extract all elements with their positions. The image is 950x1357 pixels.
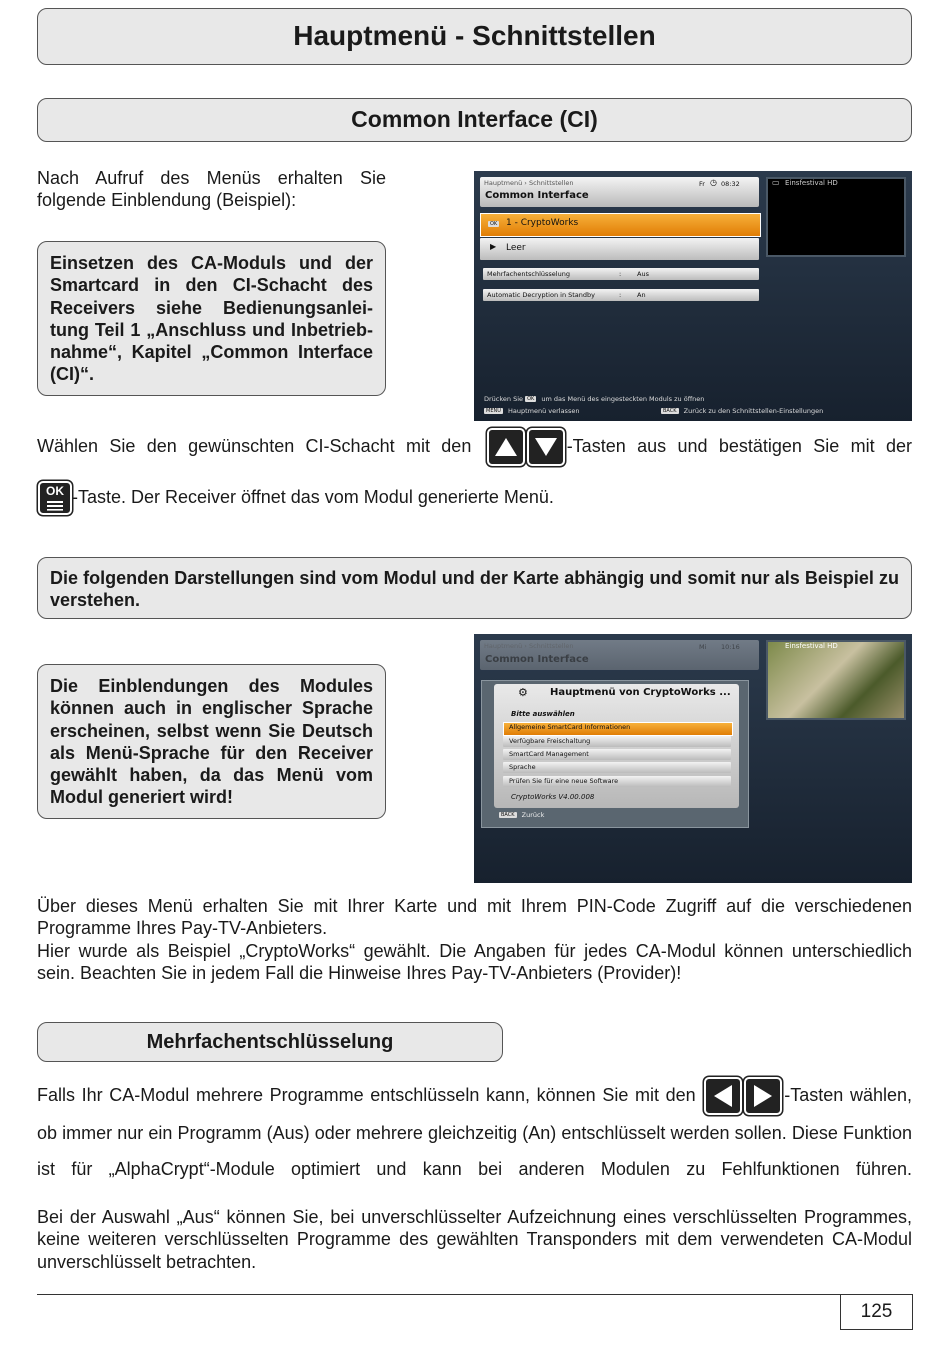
menu-label: Hauptmenü verlassen — [507, 407, 580, 415]
module-version: CryptoWorks V4.00.008 — [511, 793, 595, 801]
channel-name: Einsfestival HD — [785, 642, 838, 650]
page-number — [840, 1294, 913, 1330]
page-title: Hauptmenü - Schnittstellen — [293, 20, 656, 51]
ok-text: -Taste. Der Receiver öffnet das vom Modul generierte Menü. — [72, 487, 554, 507]
arrow-up-key-icon — [487, 428, 525, 466]
ok-key-icon — [38, 481, 72, 515]
setting-value: Aus — [637, 270, 649, 278]
channel-preview — [766, 177, 906, 257]
page-title-box — [37, 8, 912, 65]
select-instruction — [37, 426, 912, 466]
multi-text: Falls Ihr CA-Modul mehrere Programme entschlüsseln kann, können Sie mit den — [37, 1085, 696, 1105]
arrow-left-key-icon — [704, 1077, 742, 1115]
warning-text: Die folgenden Darstellungen sind vom Modul und der Karte abhängig und somit nur als Beispiel zu verstehen. — [50, 568, 899, 611]
back-key-icon: BACK — [501, 812, 515, 818]
breadcrumb: Hauptmenü › Schnittstellen — [484, 642, 574, 650]
hint-text: Drücken Sie — [484, 395, 524, 403]
menu-item-label: Verfügbare Freischaltung — [509, 737, 591, 745]
info-box-language — [37, 664, 386, 819]
info-text: Die Einblendungen des Modules können auch in englischer Sprache erscheinen, selbst wenn Sie Deutsch als Menü-Sprache für den Receiver gewählt haben, da das Menü vom Modul generiert wird! — [50, 676, 373, 808]
access-text: Über dieses Menü erhalten Sie mit Ihrer Karte und mit Ihrem PIN-Code Zugriff auf die verschiedenen Programme Ihres Pay-TV-Anbieters. — [37, 896, 912, 939]
day-label: Mi — [699, 643, 707, 651]
back-label: Zurück zu den Schnittstellen-Einstellungen — [683, 407, 824, 415]
menu-title: Common Interface — [485, 654, 589, 665]
dialog-title: Hauptmenü von CryptoWorks ... — [550, 687, 731, 698]
slot-1-label: 1 - CryptoWorks — [506, 218, 579, 228]
back-label: Zurück — [521, 811, 545, 819]
menu-item-label: Sprache — [509, 763, 536, 771]
ok-key-icon: OK — [490, 220, 498, 227]
gear-icon: ⚙ — [518, 686, 528, 699]
section-title: Mehrfachentschlüsselung — [146, 1031, 394, 1053]
ok-instruction — [37, 480, 912, 515]
dialog-footer — [499, 811, 544, 819]
page-number-value: 125 — [860, 1301, 893, 1322]
footer-rule — [37, 1294, 912, 1295]
arrow-right-icon: ▶ — [490, 242, 497, 251]
slot-2-label: Leer — [506, 243, 526, 253]
section-title: Common Interface (CI) — [351, 106, 598, 132]
example-text: Hier wurde als Beispiel „CryptoWorks“ gewählt. Die Angaben für jedes CA-Modul können unterschiedlich sein. Beachten Sie in jedem Fall die Hinweise Ihres Pay-TV-Anbieters (Provider)! — [37, 940, 912, 983]
channel-preview — [766, 640, 906, 720]
arrow-down-key-icon — [527, 428, 565, 466]
info-box-installation — [37, 241, 386, 396]
intro-text: Nach Aufruf des Menüs erhalten Sie folgende Einblendung (Beispiel): — [37, 168, 386, 211]
menu-item-label: SmartCard Management — [509, 750, 589, 758]
tv-screenshot-ci-menu — [474, 171, 912, 421]
clock-icon: ◷ — [710, 178, 717, 187]
channel-name: Einsfestival HD — [785, 179, 838, 187]
hint-line — [484, 395, 704, 403]
time-label: 08:32 — [721, 180, 740, 188]
menu-key-icon: MENU — [486, 408, 501, 414]
setting-sep: : — [619, 291, 622, 299]
select-text: Wählen Sie den gewünschten CI-Schacht mit den — [37, 436, 472, 456]
dialog-prompt: Bitte auswählen — [511, 710, 575, 718]
info-text: Einsetzen des CA-Moduls und der Smartcard in den CI-Schacht des Receivers siehe Bedienungsanleitung Teil 1 „Anschluss und Inbetriebnahme“, Kapitel „Common Interface (CI)“. — [50, 253, 373, 385]
breadcrumb: Hauptmenü › Schnittstellen — [484, 179, 574, 187]
channel-icon: ▭ — [772, 178, 780, 187]
hint-rest: um das Menü des eingesteckten Moduls zu öffnen — [541, 395, 705, 403]
setting-sep: : — [619, 270, 622, 278]
warning-box — [37, 557, 912, 619]
multi-paragraph — [37, 1077, 912, 1180]
access-paragraph — [37, 895, 912, 984]
time-label: 10:16 — [721, 643, 740, 651]
arrow-right-key-icon — [744, 1077, 782, 1115]
menu-item-label: Allgemeine SmartCard Informationen — [509, 723, 631, 731]
aus-paragraph: Bei der Auswahl „Aus“ können Sie, bei unverschlüsselter Aufzeichnung eines verschlüsselten Programmes, keine weiteren verschlüsselten Programme des gewählten Transponders mit dem verwendeten CA-Modul unverschlüsselt betrachten. — [37, 1207, 912, 1272]
menu-item[interactable] — [503, 762, 731, 773]
footer-menu — [484, 407, 579, 415]
section-header-multi — [37, 1022, 503, 1062]
multi-text-cont: -Tasten wählen, ob immer nur ein Programm (Aus) oder mehrere gleichzeitig (An) entschlüsselt werden sollen. Diese Funktion ist für „AlphaCrypt“-Module optimiert und kann bei anderen Modulen zu Fehlfunktionen führen. — [37, 1085, 912, 1180]
menu-item-label: Prüfen Sie für eine neue Software — [509, 777, 619, 785]
tv-screenshot-module-menu — [474, 634, 912, 883]
back-key-icon: BACK — [663, 408, 677, 414]
setting-value: An — [637, 291, 646, 299]
section-header-ci — [37, 98, 912, 142]
menu-title: Common Interface — [485, 190, 589, 201]
footer-back — [661, 407, 823, 415]
select-text-2: -Tasten aus und bestätigen Sie mit der — [566, 436, 912, 456]
setting-label: Automatic Decryption in Standby — [487, 291, 596, 299]
multi-first-line — [37, 1077, 912, 1180]
setting-label: Mehrfachentschlüsselung — [487, 270, 570, 278]
ok-key-icon: OK — [527, 396, 535, 402]
ok-key-label: OK — [46, 484, 64, 499]
day-label: Fr — [699, 180, 705, 188]
